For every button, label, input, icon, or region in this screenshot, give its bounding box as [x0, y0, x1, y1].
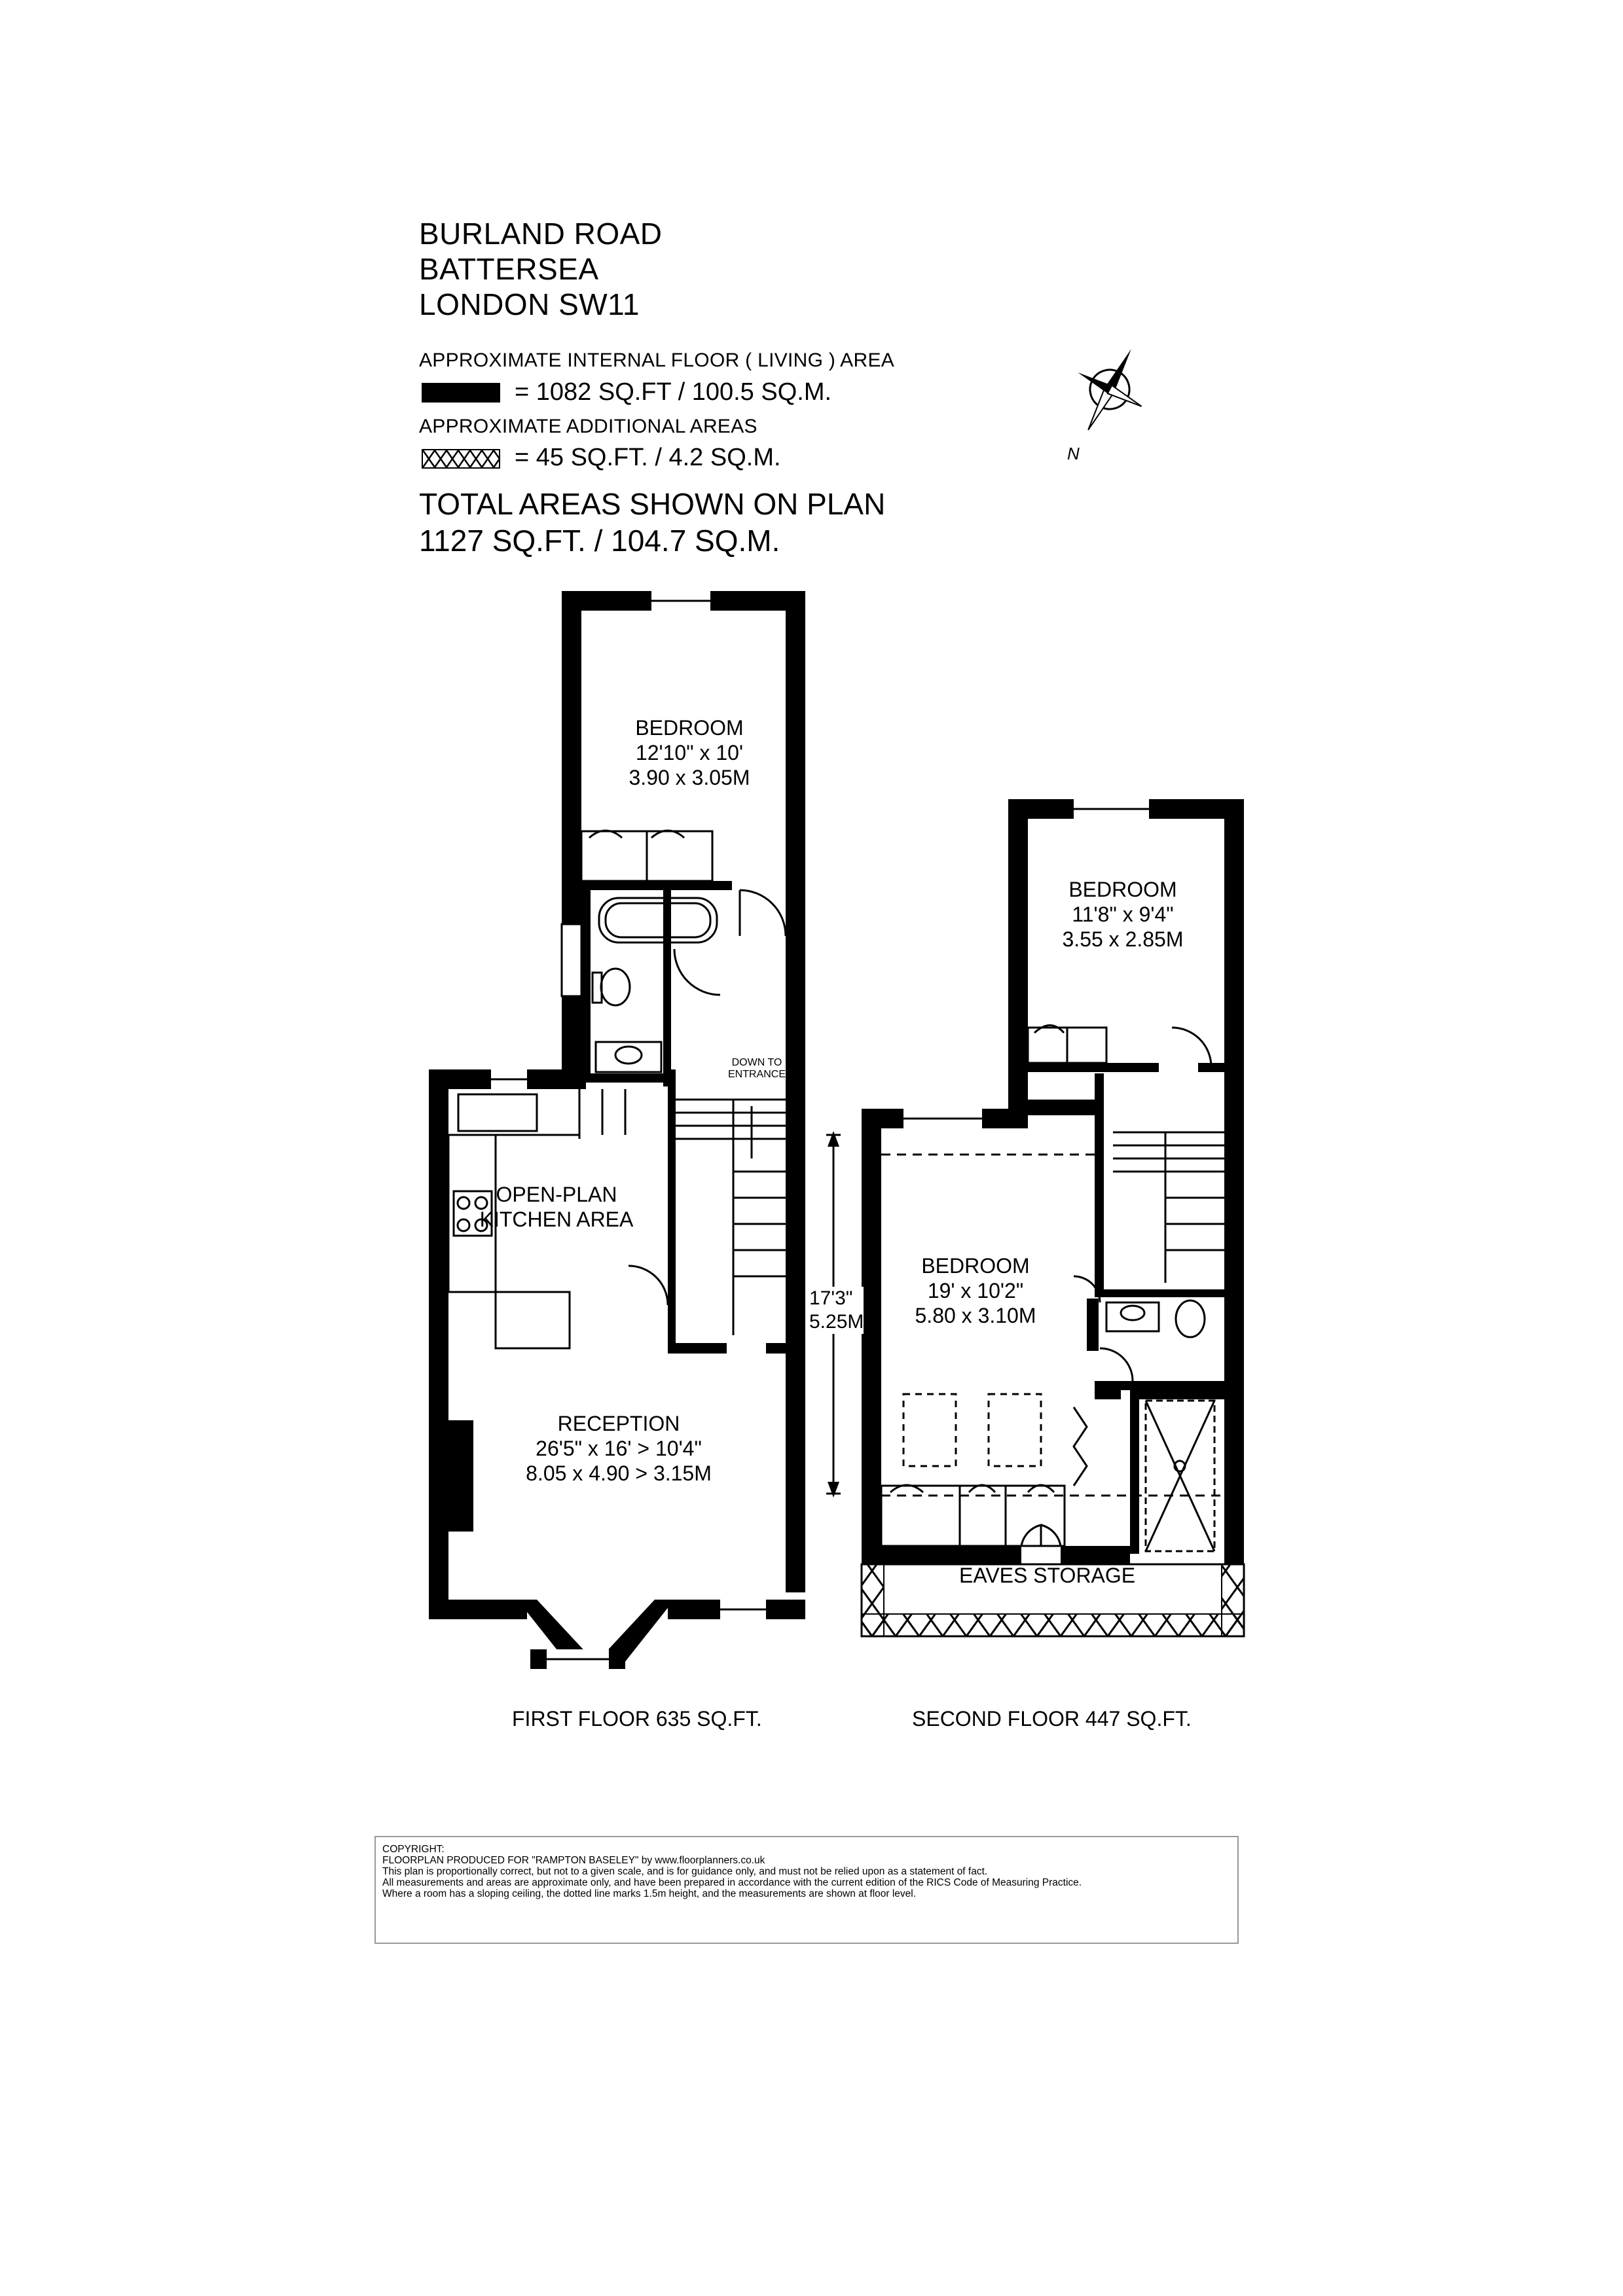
additional-area-label: APPROXIMATE ADDITIONAL AREAS [419, 416, 757, 437]
copyright-box [374, 1836, 1239, 1944]
additional-area-value: = 45 SQ.FT. / 4.2 SQ.M. [515, 444, 781, 471]
second-floor-plan [862, 799, 1244, 1565]
total-area-label: TOTAL AREAS SHOWN ON PLAN [419, 487, 886, 521]
address-line-2: BATTERSEA [419, 252, 599, 286]
address-line-1: BURLAND ROAD [419, 217, 663, 251]
first-floor-title: FIRST FLOOR 635 SQ.FT. [512, 1707, 762, 1731]
second-floor-small-bedroom-label: BEDROOM 11'8" x 9'4" 3.55 x 2.85M [1062, 878, 1184, 951]
internal-area-label: APPROXIMATE INTERNAL FLOOR ( LIVING ) AREA [419, 350, 895, 371]
second-floor-title: SECOND FLOOR 447 SQ.FT. [912, 1707, 1192, 1731]
address-line-3: LONDON SW11 [419, 287, 640, 321]
second-floor-large-bedroom-label: BEDROOM 19' x 10'2" 5.80 x 3.10M [915, 1254, 1036, 1327]
total-area-value: 1127 SQ.FT. / 104.7 SQ.M. [419, 524, 780, 558]
copyright-line: All measurements and areas are approximate only, and have been prepared in accordance with the current edition of the RICS Code of Measuring Practice. [382, 1877, 1082, 1888]
copyright-line: Where a room has a sloping ceiling, the dotted line marks 1.5m height, and the measurements are shown at floor level. [382, 1888, 917, 1899]
wall [429, 1600, 527, 1619]
compass-north-label: N [1067, 444, 1080, 463]
wall [786, 591, 805, 1592]
reception-label: RECEPTION 26'5" x 16' > 10'4" 8.05 x 4.90 > 3.15M [526, 1412, 712, 1485]
first-floor-bedroom-label: BEDROOM 12'10" x 10' 3.90 x 3.05M [629, 716, 750, 789]
copyright-line: COPYRIGHT: [382, 1844, 445, 1855]
wall [429, 1069, 448, 1619]
stairs-note: DOWN TO ENTRANCE [728, 1057, 786, 1080]
wall [581, 1073, 673, 1083]
dimension-label: 17'3" 5.25M [809, 1287, 864, 1333]
copyright-line: FLOORPLAN PRODUCED FOR "RAMPTON BASELEY" by www.floorplanners.co.uk [382, 1855, 765, 1866]
kitchen-label: OPEN-PLAN KITCHEN AREA [479, 1183, 634, 1231]
eaves-storage-label: EAVES STORAGE [959, 1564, 1136, 1587]
internal-area-value: = 1082 SQ.FT / 100.5 SQ.M. [515, 378, 832, 406]
wall [581, 881, 732, 890]
copyright-line: This plan is proportionally correct, but not to a given scale, and is for guidance only, and must not be relied upon as a statement of fact. [382, 1866, 988, 1877]
wall [668, 1069, 676, 1351]
wall [663, 890, 671, 1086]
